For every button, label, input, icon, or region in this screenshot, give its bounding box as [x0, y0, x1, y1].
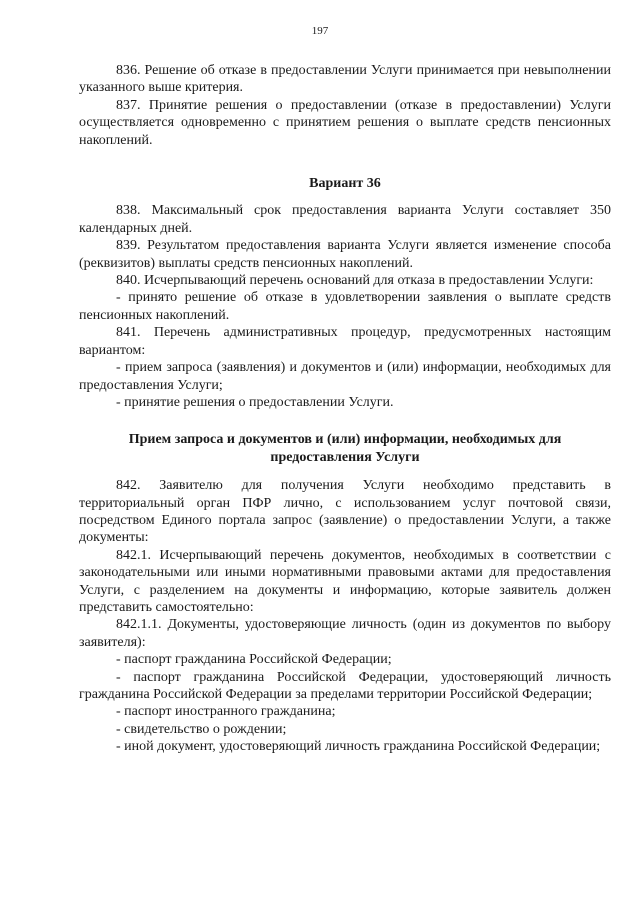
- document-body: [79, 62, 611, 756]
- paragraph-838: 838. Максимальный срок предоставления варианта Услуги составляет 350 календарных дней.: [79, 203, 611, 236]
- list-item-refusal-ground: - принято решение об отказе в удовлетворении заявления о выплате средств пенсионных накоплений.: [79, 290, 611, 323]
- section-heading: [79, 431, 611, 466]
- paragraph-842: 842. Заявителю для получения Услуги необходимо представить в территориальный орган ПФР лично, с использованием услуг почтовой связи, посредством Единого портала запрос (заявление) о предоставлении Услуги, а также документы:: [79, 478, 611, 546]
- section-heading-line-1: Прием запроса и документов и (или) информации, необходимых для: [128, 432, 562, 448]
- paragraph-842-1-1: 842.1.1. Документы, удостоверяющие личность (один из документов по выбору заявителя):: [79, 617, 611, 650]
- list-item-doc-4: - свидетельство о рождении;: [116, 721, 287, 737]
- variant-heading: Вариант 36: [309, 176, 381, 192]
- paragraph-837: 837. Принятие решения о предоставлении (отказе в предоставлении) Услуги осуществляется одновременно с принятием решения о выплате средств пенсионных накоплений.: [79, 97, 611, 148]
- paragraph-842-1: 842.1. Исчерпывающий перечень документов, необходимых в соответствии с законодательными или иными нормативными правовыми актами для предоставления Услуги, с разделением на документы и информацию, которые заявитель должен представить самостоятельно:: [79, 547, 611, 615]
- paragraph-841: 841. Перечень административных процедур, предусмотренных настоящим вариантом:: [79, 325, 611, 358]
- section-heading-line-2: предоставления Услуги: [270, 449, 420, 465]
- page-number: 197: [311, 25, 329, 37]
- list-item-doc-5: - иной документ, удостоверяющий личность гражданина Российской Федерации;: [116, 739, 601, 755]
- list-item-doc-3: - паспорт иностранного гражданина;: [116, 704, 336, 720]
- list-item-procedure-1: - прием запроса (заявления) и документов и (или) информации, необходимых для предоставления Услуги;: [79, 360, 611, 393]
- paragraph-839: 839. Результатом предоставления варианта Услуги является изменение способа (реквизитов) выплаты средств пенсионных накоплений.: [79, 238, 611, 271]
- list-item-doc-2: - паспорт гражданина Российской Федерации, удостоверяющий личность гражданина Российской Федерации за пределами территории Российской Федерации;: [79, 669, 611, 702]
- list-item-procedure-2: - принятие решения о предоставлении Услуги.: [116, 394, 394, 410]
- list-item-doc-1: - паспорт гражданина Российской Федерации;: [116, 652, 392, 668]
- paragraph-840: 840. Исчерпывающий перечень оснований для отказа в предоставлении Услуги:: [116, 273, 594, 289]
- paragraph-836: 836. Решение об отказе в предоставлении Услуги принимается при невыполнении указанного выше критерия.: [79, 63, 611, 96]
